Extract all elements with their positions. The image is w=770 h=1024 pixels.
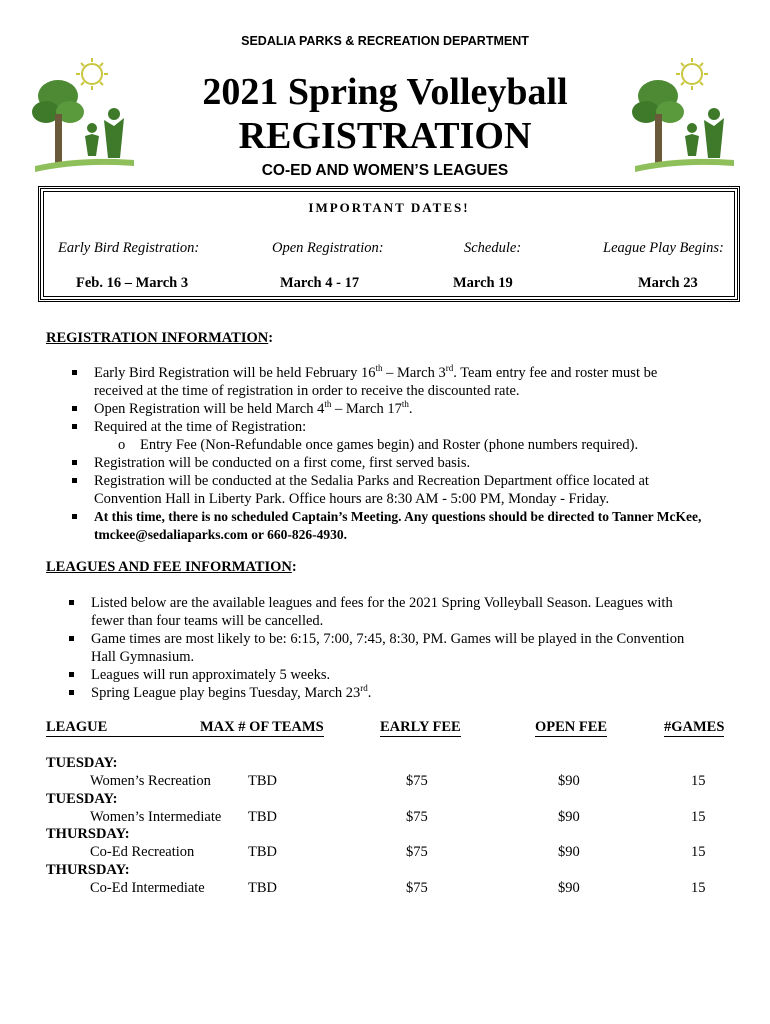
leagues-heading: LEAGUES AND FEE INFORMATION (46, 559, 292, 575)
row-day: THURSDAY: (46, 826, 130, 842)
title-line-2: REGISTRATION (238, 115, 532, 157)
list-item: Game times are most likely to be: 6:15, 7:00, 7:45, 8:30, PM. Games will be played in the Convention Hall Gymnasium. (91, 630, 761, 666)
row-league: Co-Ed Recreation (90, 844, 195, 860)
row-league: Women’s Recreation (90, 773, 211, 789)
list-item: Spring League play begins Tuesday, March 23rd. (91, 684, 761, 702)
row-open-fee: $90 (558, 880, 580, 896)
row-max: TBD (248, 844, 277, 860)
row-games: 15 (691, 880, 706, 896)
registration-heading-wrap: REGISTRATION INFORMATION: (46, 330, 274, 346)
col-header-league: LEAGUE (46, 719, 204, 737)
row-league: Co-Ed Intermediate (90, 880, 205, 896)
date-label-open: Open Registration: (272, 240, 384, 256)
row-max: TBD (248, 880, 277, 896)
row-max: TBD (248, 773, 277, 789)
date-value-league-play: March 23 (638, 275, 698, 291)
list-item: Leagues will run approximately 5 weeks. (91, 666, 761, 684)
date-label-league-play: League Play Begins: (603, 240, 724, 256)
list-item: Required at the time of Registration: (94, 418, 754, 436)
registration-heading: REGISTRATION INFORMATION (46, 330, 269, 346)
row-games: 15 (691, 844, 706, 860)
col-header-open-fee: OPEN FEE (535, 719, 608, 735)
date-label-early-bird: Early Bird Registration: (58, 240, 200, 256)
col-header-max-teams: MAX # OF TEAMS (200, 719, 324, 735)
col-header-early-fee: EARLY FEE (380, 719, 461, 735)
list-item: Open Registration will be held March 4th – March 17th. (94, 400, 754, 418)
row-early-fee: $75 (406, 844, 428, 860)
leagues-list (91, 594, 761, 702)
department-name: SEDALIA PARKS & RECREATION DEPARTMENT (241, 34, 529, 48)
date-value-schedule: March 19 (453, 275, 513, 291)
row-day: TUESDAY: (46, 755, 118, 771)
row-open-fee: $90 (558, 809, 580, 825)
registration-list (94, 364, 754, 544)
row-games: 15 (691, 809, 706, 825)
list-item: Early Bird Registration will be held February 16th – March 3rd. Team entry fee and roster must be received at the time of registration in order to receive the discounted rate. (94, 364, 754, 400)
row-open-fee: $90 (558, 773, 580, 789)
list-subitem: o Entry Fee (Non-Refundable once games begin) and Roster (phone numbers required). (118, 437, 639, 453)
col-header-games: #GAMES (664, 719, 725, 735)
date-label-schedule: Schedule: (464, 240, 522, 256)
row-league: Women’s Intermediate (90, 809, 222, 825)
row-open-fee: $90 (558, 844, 580, 860)
row-max: TBD (248, 809, 277, 825)
row-early-fee: $75 (406, 880, 428, 896)
list-item: Listed below are the available leagues and fees for the 2021 Spring Volleyball Season. Leagues with fewer than four teams will be cancelled. (91, 594, 761, 630)
date-value-open: March 4 - 17 (280, 275, 360, 291)
title-line-1: 2021 Spring Volleyball (202, 71, 568, 113)
row-day: TUESDAY: (46, 791, 118, 807)
row-day: THURSDAY: (46, 862, 130, 878)
row-early-fee: $75 (406, 809, 428, 825)
leagues-heading-wrap: LEAGUES AND FEE INFORMATION: (46, 559, 297, 575)
list-item: Registration will be conducted at the Sedalia Parks and Recreation Department office located at Convention Hall in Liberty Park. Office hours are 8:30 AM - 5:00 PM, Monday - Friday. (94, 472, 754, 508)
row-early-fee: $75 (406, 773, 428, 789)
list-item: Registration will be conducted on a first come, first served basis. (94, 454, 754, 472)
row-games: 15 (691, 773, 706, 789)
date-value-early-bird: Feb. 16 – March 3 (76, 275, 189, 291)
important-dates-heading: IMPORTANT DATES! (308, 200, 470, 215)
subtitle: CO-ED AND WOMEN’S LEAGUES (261, 162, 509, 179)
list-item: At this time, there is no scheduled Captain’s Meeting. Any questions should be directed to Tanner McKee, tmckee@sedaliaparks.com or 660-826-4930. (94, 508, 754, 544)
